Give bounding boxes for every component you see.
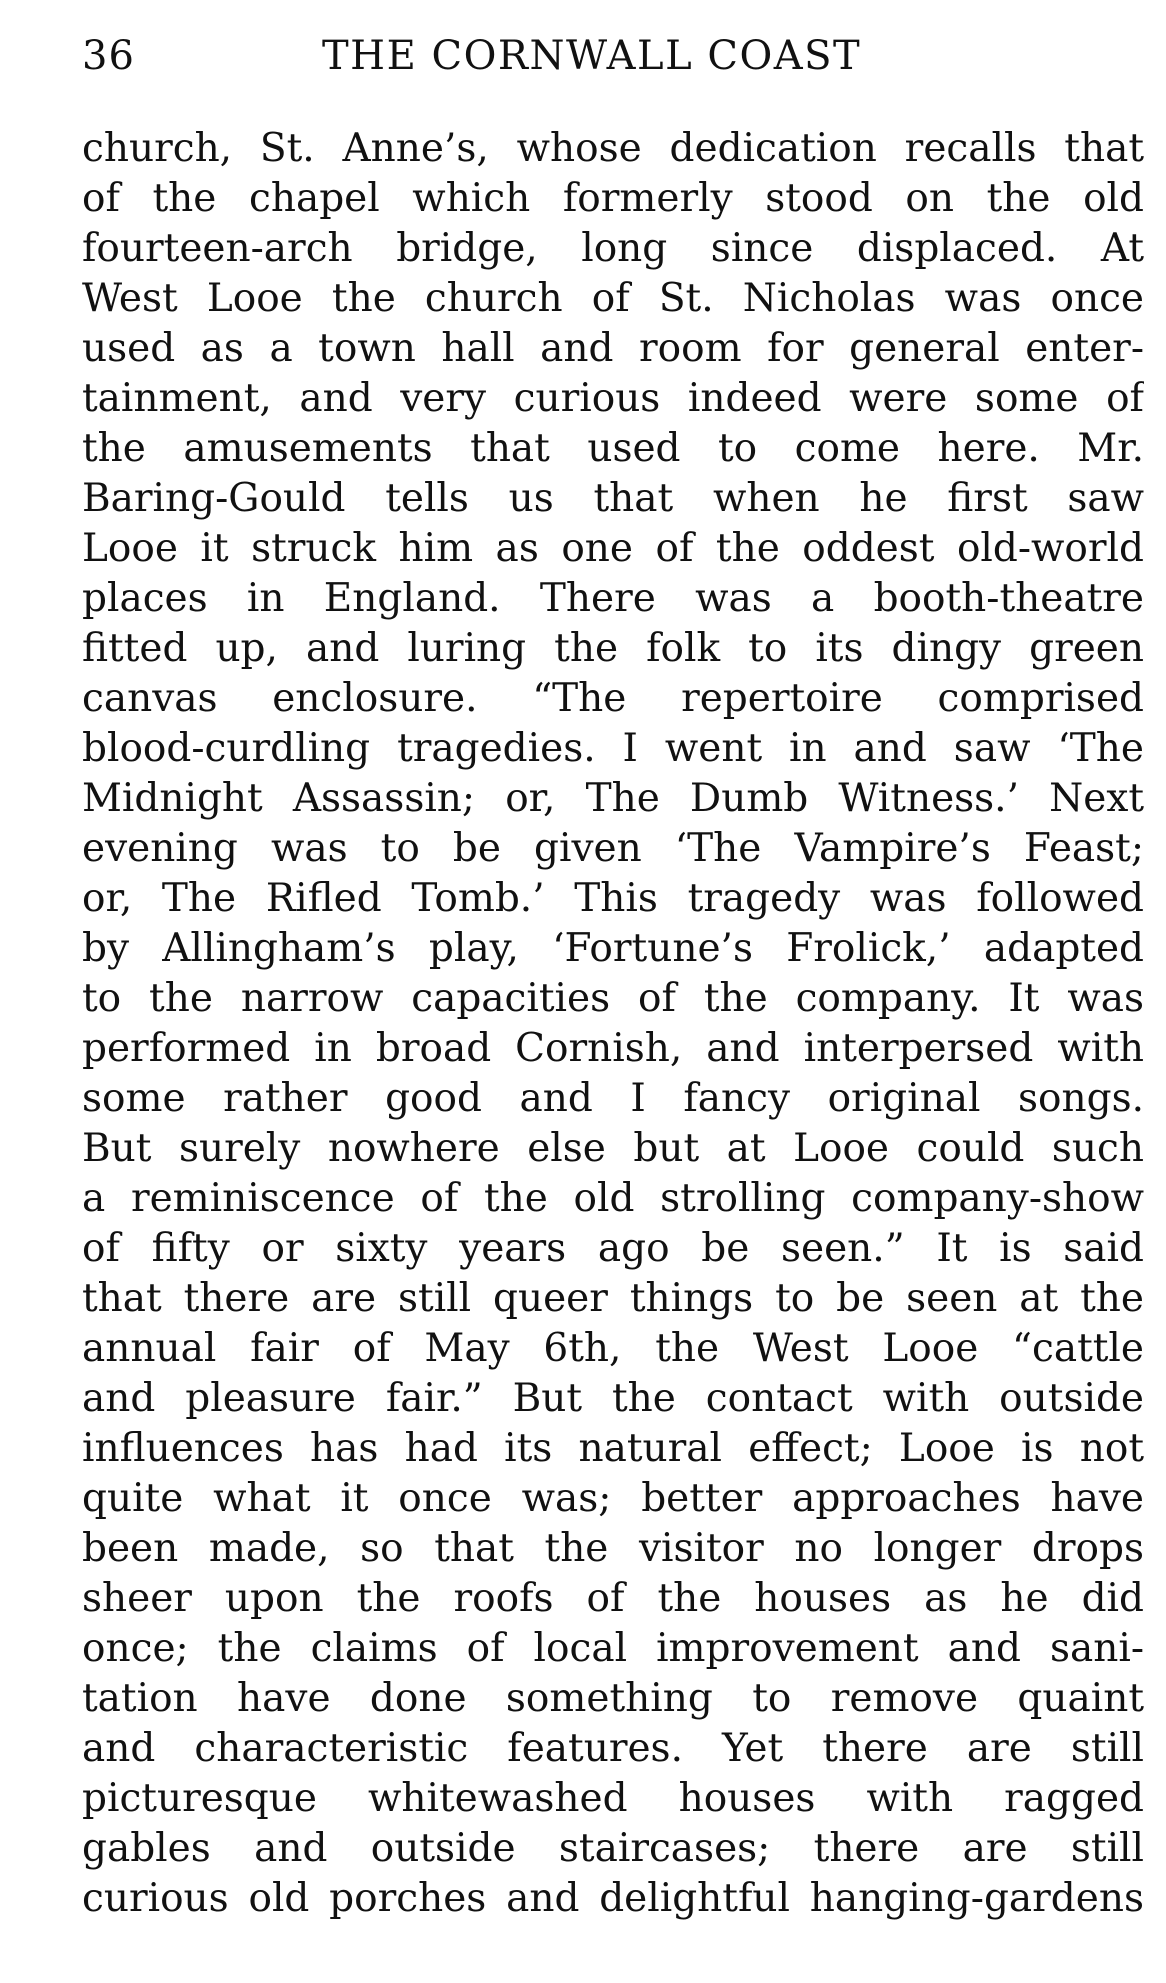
text-line: Baring-Gould tells us that when he first saw <box>82 476 1144 521</box>
text-line: sheer upon the roofs of the houses as he did <box>82 1576 1144 1621</box>
text-line: church, St. Anne’s, whose dedication recalls that <box>82 126 1144 171</box>
text-line: Looe it struck him as one of the oddest old-world <box>82 526 1144 571</box>
text-line: the amusements that used to come here. Mr. <box>82 426 1144 471</box>
text-line: West Looe the church of St. Nicholas was once <box>82 276 1144 321</box>
text-line: canvas enclosure. “The repertoire comprised <box>82 676 1144 721</box>
text-line: evening was to be given ‘The Vampire’s Feast; <box>82 826 1144 871</box>
text-line: fitted up, and luring the folk to its dingy green <box>82 626 1144 671</box>
text-line: by Allingham’s play, ‘Fortune’s Frolick,’ adapted <box>82 926 1144 971</box>
text-line: tainment, and very curious indeed were some of <box>82 376 1144 421</box>
text-line: and characteristic features. Yet there are still <box>82 1726 1144 1771</box>
text-line: places in England. There was a booth-theatre <box>82 576 1144 621</box>
text-line: and pleasure fair.” But the contact with outside <box>82 1376 1144 1421</box>
page-number: 36 <box>82 33 135 79</box>
text-line: blood-curdling tragedies. I went in and saw ‘The <box>82 726 1144 771</box>
running-title: THE CORNWALL COAST <box>322 33 862 79</box>
text-line: performed in broad Cornish, and interpersed with <box>82 1026 1144 1071</box>
text-line: curious old porches and delightful hanging-gardens <box>82 1876 1144 1921</box>
text-line: to the narrow capacities of the company. It was <box>82 976 1144 1021</box>
text-line: gables and outside staircases; there are still <box>82 1826 1144 1871</box>
text-line: that there are still queer things to be seen at the <box>82 1276 1144 1321</box>
text-line: quite what it once was; better approaches have <box>82 1476 1144 1521</box>
text-line: fourteen-arch bridge, long since displaced. At <box>82 226 1144 271</box>
body-text <box>82 124 1144 1924</box>
text-line: of the chapel which formerly stood on the old <box>82 176 1144 221</box>
text-line: been made, so that the visitor no longer drops <box>82 1526 1144 1571</box>
text-line: once; the claims of local improvement and sani- <box>82 1626 1144 1671</box>
text-line: picturesque whitewashed houses with ragged <box>82 1776 1144 1821</box>
page-header <box>82 28 1144 88</box>
text-line: or, The Rifled Tomb.’ This tragedy was followed <box>82 876 1144 921</box>
text-line: of fifty or sixty years ago be seen.” It is said <box>82 1226 1144 1271</box>
text-line: Midnight Assassin; or, The Dumb Witness.’ Next <box>82 776 1144 821</box>
text-line: a reminiscence of the old strolling company-show <box>82 1176 1144 1221</box>
text-line: annual fair of May 6th, the West Looe “cattle <box>82 1326 1144 1371</box>
text-line: tation have done something to remove quaint <box>82 1676 1144 1721</box>
text-line: influences has had its natural effect; Looe is not <box>82 1426 1144 1471</box>
text-line: some rather good and I fancy original songs. <box>82 1076 1144 1121</box>
text-line: used as a town hall and room for general enter- <box>82 326 1144 371</box>
text-line: But surely nowhere else but at Looe could such <box>82 1126 1144 1171</box>
